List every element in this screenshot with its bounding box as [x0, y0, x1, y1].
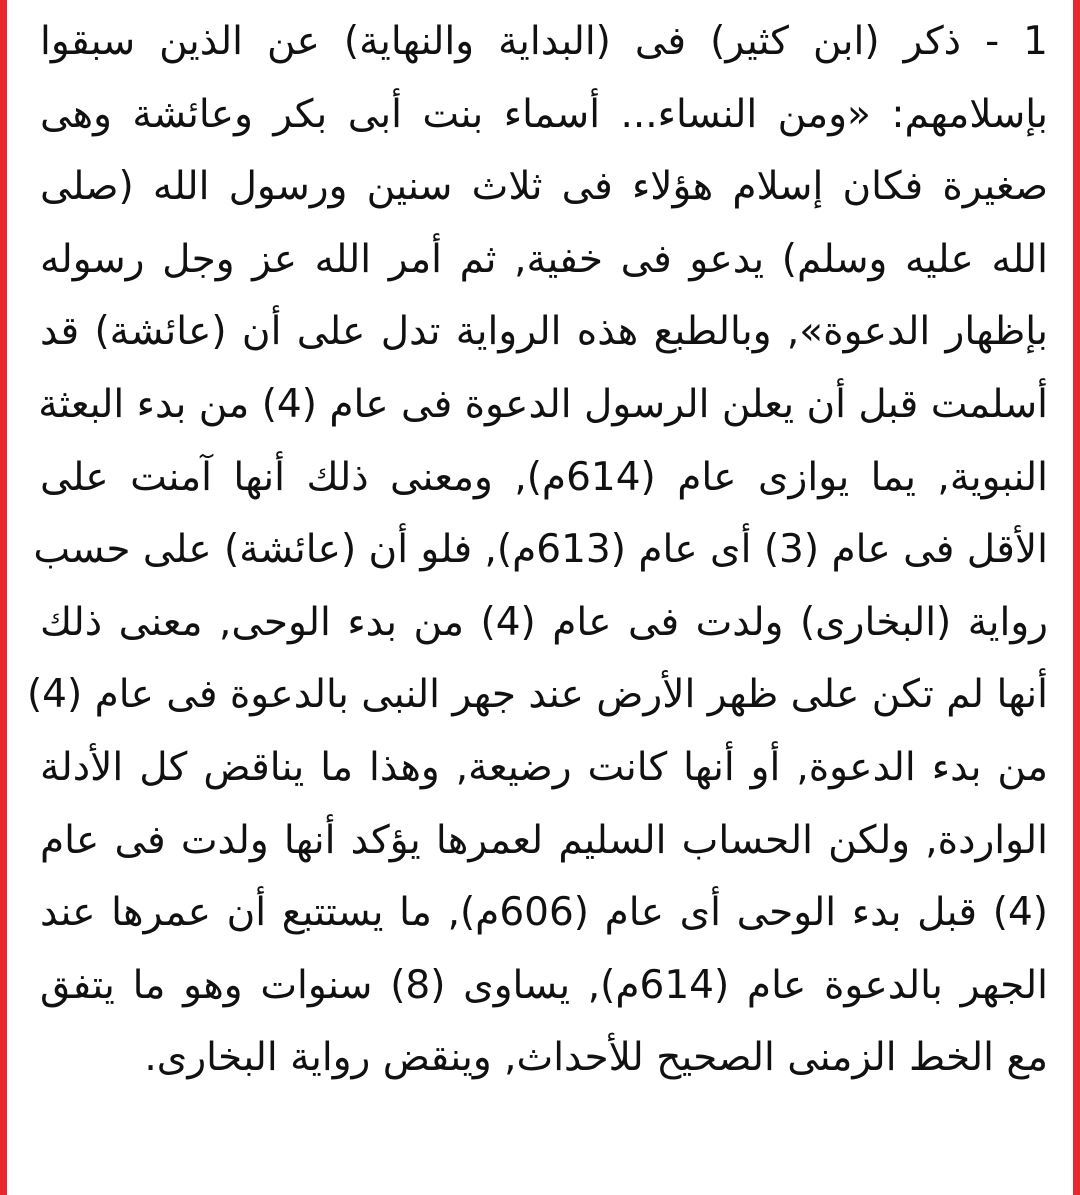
footnote-line-8: الأقل فى عام (3) أى عام (613م), فلو أن (عائشة) على حسب [33, 527, 1048, 573]
left-red-border [0, 0, 7, 1195]
footnote-line-2: بإسلامهم: «ومن النساء... أسماء بنت أبى بكر وعائشة وهى [40, 91, 1048, 137]
footnote-line-3: صغيرة فكان إسلام هؤلاء فى ثلاث سنين ورسول الله (صلى [40, 164, 1048, 210]
footnote-line-9: رواية (البخارى) ولدت فى عام (4) من بدء الوحى, معنى ذلك [40, 599, 1048, 645]
footnote-line-7: النبوية, يما يوازى عام (614م), ومعنى ذلك أنها آمنت على [40, 454, 1048, 500]
footnote-line-13: (4) قبل بدء الوحى أى عام (606م), ما يستتبع أن عمرها عند [40, 890, 1048, 936]
footnote-line-5: بإظهار الدعوة», وبالطبع هذه الرواية تدل على أن (عائشة) قد [40, 309, 1048, 355]
footnote-line-1: 1 - ذكر (ابن كثير) فى (البداية والنهاية) عن الذين سبقوا [40, 19, 1048, 64]
footnote-line-10: أنها لم تكن على ظهر الأرض عند جهر النبى بالدعوة فى عام (4) [26, 672, 1048, 718]
footnote-line-14: الجهر بالدعوة عام (614م), يساوى (8) سنوات وهو ما يتفق [40, 962, 1048, 1008]
footnote-text-block [26, 6, 1048, 1095]
footnote-line-12: الواردة, ولكن الحساب السليم لعمرها يؤكد أنها ولدت فى عام [40, 817, 1048, 863]
footnote-line-6: أسلمت قبل أن يعلن الرسول الدعوة فى عام (4) من بدء البعثة [38, 381, 1048, 427]
footnote-line-4: الله عليه وسلم) يدعو فى خفية, ثم أمر الله عز وجل رسوله [40, 236, 1048, 282]
footnote-line-15: مع الخط الزمنى الصحيح للأحداث, وينقض رواية البخارى. [144, 1035, 1048, 1081]
footnote-line-11: من بدء الدعوة, أو أنها كانت رضيعة, وهذا ما يناقض كل الأدلة [40, 744, 1048, 790]
right-red-border [1073, 0, 1080, 1195]
